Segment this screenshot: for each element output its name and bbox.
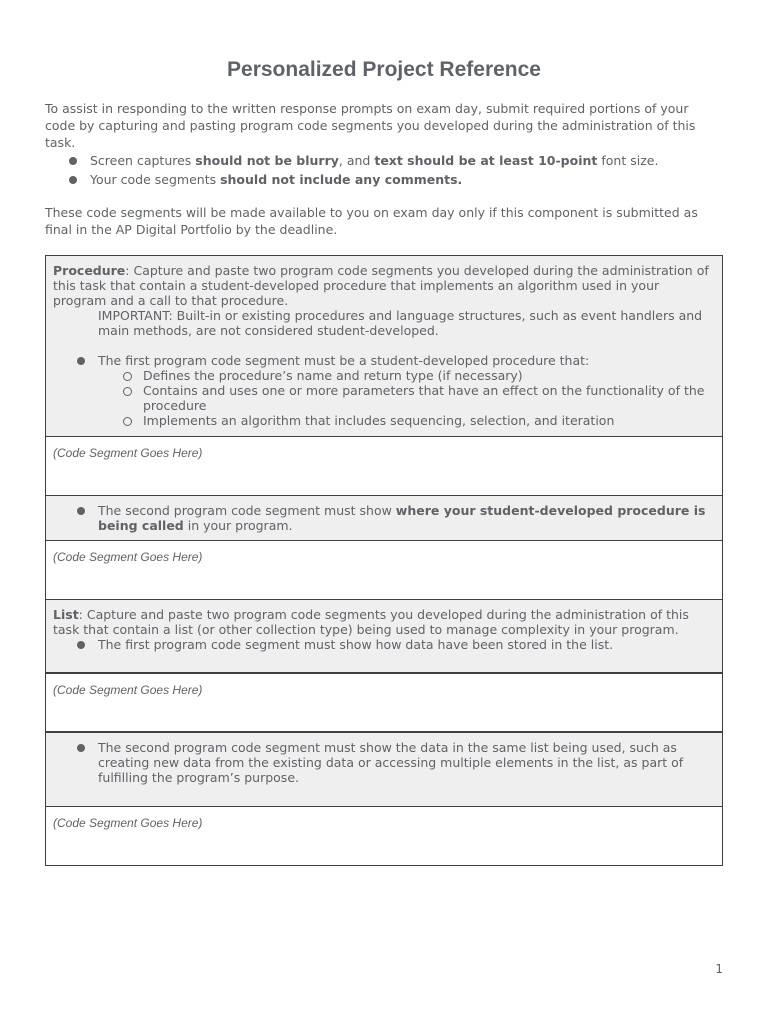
code-placeholder: (Code Segment Goes Here) (53, 683, 203, 697)
page-title: Personalized Project Reference (227, 58, 541, 81)
hollow-bullet-icon (123, 417, 132, 426)
bullet-icon (77, 641, 85, 649)
bullet-icon (77, 507, 85, 515)
intro-section (45, 100, 713, 189)
deadline-note: These code segments will be made available to you on exam day only if this component is submitted as final in the AP Digital Portfolio by the deadline. (45, 205, 698, 237)
bullet-icon (77, 357, 85, 365)
requirements-list (45, 151, 713, 189)
intro-paragraph: To assist in responding to the written response prompts on exam day, submit required portions of your code by capturing and pasting program code segments you developed during the administration of this task. (45, 101, 696, 150)
list-item: The first program code segment must show how data have been stored in the list. (53, 637, 715, 652)
bullet-icon (77, 744, 85, 752)
code-placeholder: (Code Segment Goes Here) (53, 446, 203, 460)
important-note: IMPORTANT: Built-in or existing procedures and language structures, such as event handlers and main methods, are not considered student-developed. (98, 308, 703, 338)
list-usage-instructions (46, 733, 722, 807)
procedure-instructions: Procedure: Capture and paste two program code segments you developed during the administration of this task that contain a student-developed procedure that implements an algorithm used in your program and a call to that procedure. IMPORTANT: Built-in or existing procedures and language structures, such as event handlers and main methods, are not considered student-developed. The first program code segment must be a student-developed procedure that: Defines the procedure’s name and return type (if necessary) Contains and uses one or more parameters that have an effect on the functionality of the procedure Implements an algorithm that includes sequencing, selection, and iteration (46, 256, 722, 437)
page-number: 1 (715, 962, 723, 976)
sub-list-item: Defines the procedure’s name and return type (if necessary) (53, 368, 715, 383)
bullet-icon (69, 157, 77, 165)
code-placeholder: (Code Segment Goes Here) (53, 816, 203, 830)
list-item: The second program code segment must show where your student-developed procedure is being called in your program. (53, 503, 715, 533)
list-item: Your code segments should not include any comments. (45, 170, 713, 189)
code-segment-box[interactable] (46, 674, 722, 733)
code-placeholder: (Code Segment Goes Here) (53, 550, 203, 564)
hollow-bullet-icon (123, 372, 132, 381)
code-segment-box[interactable] (46, 437, 722, 496)
bullet-icon (69, 176, 77, 184)
procedure-label: Procedure (53, 263, 126, 278)
procedure-call-instructions (46, 496, 722, 541)
list-item: The first program code segment must be a student-developed procedure that: (53, 353, 715, 368)
code-segment-box[interactable] (46, 541, 722, 600)
list-item: Screen captures should not be blurry, and text should be at least 10-point font size. (45, 151, 713, 170)
code-segment-box[interactable] (46, 807, 722, 865)
list-label: List (53, 607, 79, 622)
list-instructions: List: Capture and paste two program code segments you developed during the administration of this task that contain a list (or other collection type) being used to manage complexity in your program. The first program code segment must show how data have been stored in the list. (46, 600, 722, 674)
sub-list-item: Contains and uses one or more parameters that have an effect on the functionality of the procedure (53, 383, 715, 413)
list-item: The second program code segment must show the data in the same list being used, such as creating new data from the existing data or accessing multiple elements in the list, as part of fulfilling the program’s purpose. (53, 740, 715, 785)
hollow-bullet-icon (123, 387, 132, 396)
reference-table (45, 255, 723, 866)
sub-list-item: Implements an algorithm that includes sequencing, selection, and iteration (53, 413, 715, 428)
